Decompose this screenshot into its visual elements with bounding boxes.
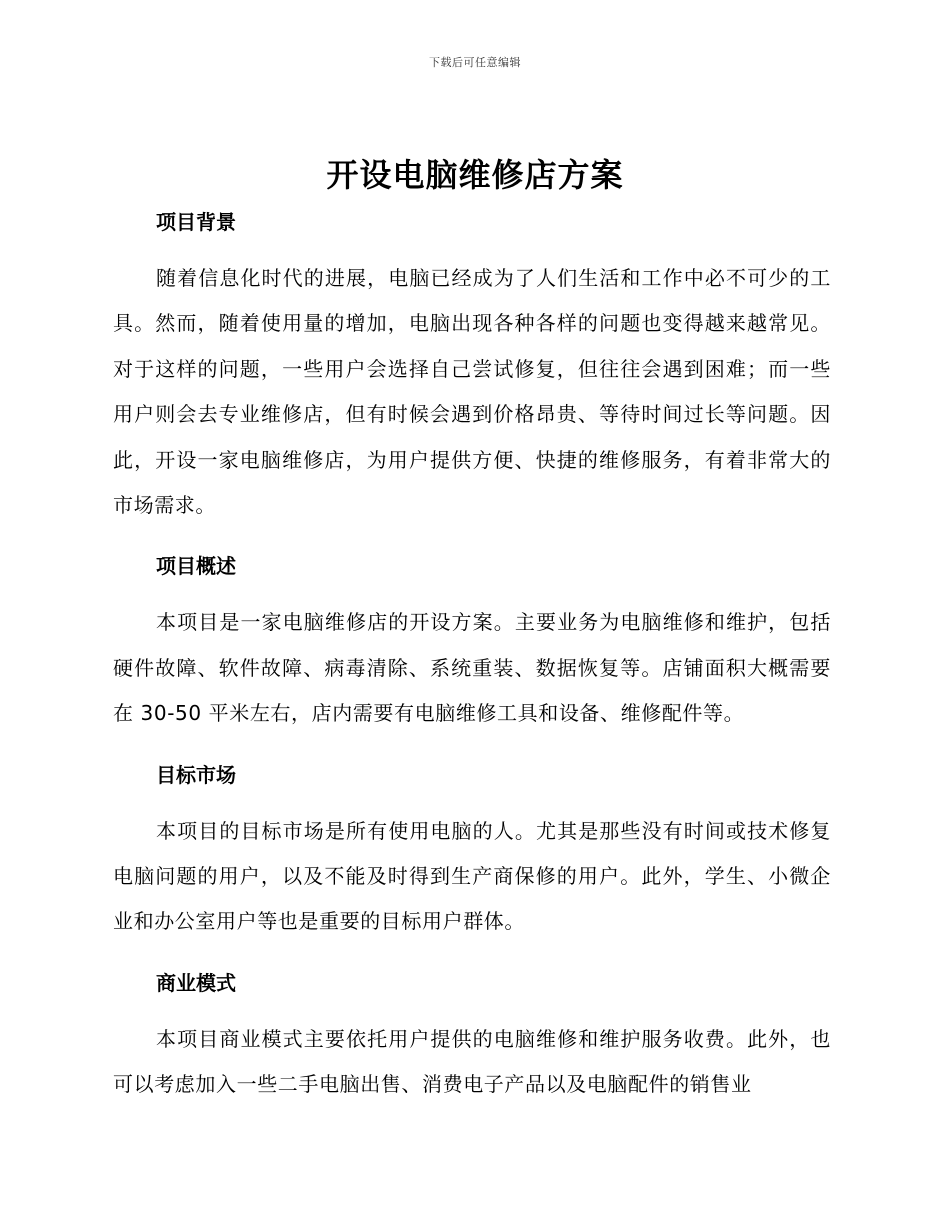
header-note: 下载后可任意编辑 — [429, 56, 521, 69]
section-heading: 目标市场 — [156, 762, 236, 787]
document-body — [113, 202, 831, 1126]
section-heading: 商业模式 — [156, 970, 236, 995]
document-title: 开设电脑维修店方案 — [326, 156, 624, 194]
section-background — [113, 202, 831, 528]
section-overview — [113, 546, 831, 736]
section-paragraph: 本项目是一家电脑维修店的开设方案。主要业务为电脑维修和维护，包括硬件故障、软件故障、病毒清除、系统重装、数据恢复等。店铺面积大概需要在 30-50 平米左右，店内需要有电脑维修工具和设备、维修配件等。 — [113, 610, 831, 726]
section-target-market — [113, 755, 831, 945]
section-paragraph: 随着信息化时代的进展，电脑已经成为了人们生活和工作中必不可少的工具。然而，随着使用量的增加，电脑出现各种各样的问题也变得越来越常见。对于这样的问题，一些用户会选择自己尝试修复，但往往会遇到困难；而一些用户则会去专业维修店，但有时候会遇到价格昂贵、等待时间过长等问题。因此，开设一家电脑维修店，为用户提供方便、快捷的维修服务，有着非常大的市场需求。 — [113, 266, 831, 518]
section-paragraph: 本项目的目标市场是所有使用电脑的人。尤其是那些没有时间或技术修复电脑问题的用户，以及不能及时得到生产商保修的用户。此外，学生、小微企业和办公室用户等也是重要的目标用户群体。 — [113, 818, 831, 934]
section-business-model — [113, 963, 831, 1108]
section-paragraph: 本项目商业模式主要依托用户提供的电脑维修和维护服务收费。此外，也可以考虑加入一些二手电脑出售、消费电子产品以及电脑配件的销售业 — [113, 1026, 831, 1097]
section-heading: 项目概述 — [156, 554, 236, 579]
section-heading: 项目背景 — [156, 210, 236, 234]
